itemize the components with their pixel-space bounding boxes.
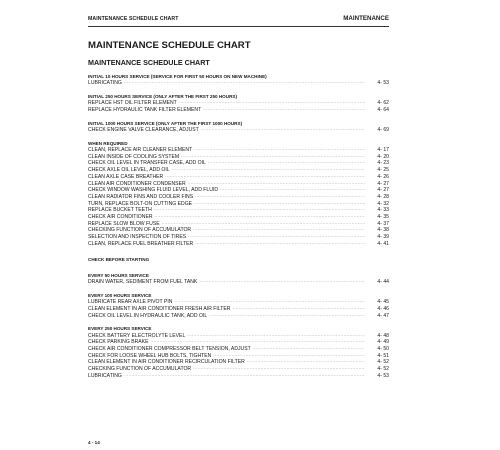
item-page-ref: 4- 20 [377, 153, 389, 160]
schedule-item [88, 160, 389, 167]
item-label: CHECK OIL LEVEL IN TRANSFER CASE, ADD OIL [88, 160, 206, 167]
item-label: LUBRICATE REAR AXLE PIVOT PIN [88, 299, 173, 306]
schedule-item [88, 147, 389, 154]
item-label: CHECK OIL LEVEL IN HYDRAULIC TANK, ADD OIL [88, 312, 208, 319]
item-label: LUBRICATING [88, 80, 122, 87]
item-label: CHECK ENGINE VALVE CLEARANCE, ADJUST [88, 127, 199, 133]
dot-leader [188, 181, 365, 188]
item-page-ref: 4- 50 [377, 345, 389, 352]
schedule-item [88, 279, 389, 286]
schedule-item [88, 107, 389, 114]
item-page-ref: 4- 37 [377, 220, 389, 227]
dot-leader [193, 227, 365, 234]
section-title: EVERY 250 HOURS SERVICE [88, 326, 152, 332]
dot-leader [188, 234, 365, 241]
section-title: WHEN REQUIRED [88, 140, 128, 146]
section-title: INITIAL 1000 HOURS SERVICE (ONLY AFTER THE FIRST 1000 HOURS) [88, 120, 243, 126]
schedule-item [88, 201, 389, 208]
item-label: CHECKING FUNCTION OF ACCUMULATOR [88, 366, 192, 373]
dot-leader [124, 80, 365, 87]
section-title: INITIAL 10 HOURS SERVICE (SERVICE FOR FIRST 50 HOURS ON NEW MACHINE) [88, 74, 267, 79]
item-page-ref: 4- 62 [377, 100, 389, 107]
dot-leader [124, 373, 365, 380]
schedule-item [88, 194, 389, 201]
dot-leader [165, 174, 365, 181]
schedule-section [88, 74, 389, 87]
schedule-item [88, 227, 389, 234]
item-page-ref: 4- 32 [377, 200, 389, 207]
item-page-ref: 4- 52 [377, 366, 389, 373]
item-page-ref: 4- 33 [377, 207, 389, 214]
item-label: SELECTION AND INSPECTION OF TIRES [88, 234, 187, 241]
item-label: CHECK AIR CONDITIONER COMPRESSOR BELT TENSION, ADJUST [88, 345, 251, 352]
schedule-item [88, 181, 389, 188]
dot-leader [172, 167, 365, 174]
dot-leader [232, 306, 365, 313]
item-page-ref: 4- 46 [377, 305, 389, 312]
item-label: CHECK PARKING BRAKE [88, 339, 149, 346]
item-label: CHECK FOR LOOSE WHEEL HUB BOLTS, TIGHTEN [88, 352, 212, 359]
schedule-item [88, 313, 389, 320]
item-label: REPLACE BUCKET TEETH [88, 207, 152, 214]
item-label: LUBRICATING [88, 372, 122, 379]
item-page-ref: 4- 53 [377, 372, 389, 379]
item-label: CLEAN ELEMENT IN AIR CONDITIONER RECIRCULATION FILTER [88, 359, 245, 366]
item-page-ref: 4- 52 [377, 359, 389, 366]
item-label: CLEAN, REPLACE AIR CLEANER ELEMENT [88, 147, 193, 153]
dot-leader [201, 127, 365, 134]
dot-leader [155, 214, 365, 221]
item-page-ref: 4- 48 [377, 332, 389, 339]
item-page-ref: 4- 41 [377, 240, 389, 247]
item-page-ref: 4- 23 [377, 160, 389, 167]
dot-leader [193, 366, 365, 373]
section-title: EVERY 50 HOURS SERVICE [88, 272, 149, 278]
item-page-ref: 4- 28 [377, 193, 389, 200]
item-label: CLEAN INSIDE OF COOLING SYSTEM [88, 153, 180, 160]
schedule-item [88, 221, 389, 228]
item-label: CLEAN AXLE CASE BREATHER [88, 173, 164, 180]
schedule-item [88, 373, 389, 380]
dot-leader [174, 299, 365, 306]
item-page-ref: 4- 44 [377, 279, 389, 286]
item-page-ref: 4- 27 [377, 180, 389, 187]
schedule-section [88, 273, 389, 286]
item-page-ref: 4- 35 [377, 214, 389, 221]
schedule-item [88, 346, 389, 353]
dot-leader [194, 201, 365, 208]
dot-leader [179, 100, 365, 107]
schedule-item [88, 241, 389, 248]
schedule-section [88, 326, 389, 379]
item-label: CLEAN AIR CONDITIONER CONDENSER [88, 180, 186, 187]
item-label: REPLACE HYDRAULIC TANK FILTER ELEMENT [88, 107, 202, 113]
schedule-item [88, 234, 389, 241]
dot-leader [213, 353, 365, 360]
schedule-section [88, 257, 389, 263]
item-page-ref: 4- 47 [377, 312, 389, 319]
item-page-ref: 4- 27 [377, 187, 389, 194]
item-page-ref: 4- 51 [377, 352, 389, 359]
dot-leader [162, 221, 365, 228]
item-page-ref: 4- 17 [377, 147, 389, 153]
schedule-list [88, 70, 389, 379]
item-label: CHECKING FUNCTION OF ACCUMULATOR [88, 227, 192, 234]
schedule-item [88, 154, 389, 161]
schedule-item [88, 306, 389, 313]
dot-leader [181, 154, 365, 161]
schedule-item [88, 366, 389, 373]
item-label: CLEAN, REPLACE FUEL BREATHER FILTER [88, 240, 194, 247]
dot-leader [150, 339, 365, 346]
schedule-item [88, 167, 389, 174]
schedule-item [88, 214, 389, 221]
dot-leader [195, 194, 365, 201]
item-page-ref: 4- 45 [377, 299, 389, 306]
dot-leader [209, 313, 365, 320]
dot-leader [187, 333, 365, 340]
schedule-item [88, 353, 389, 360]
schedule-item [88, 207, 389, 214]
item-page-ref: 4- 64 [377, 107, 389, 113]
section-title: CHECK BEFORE STARTING [88, 256, 150, 262]
item-label: CLEAN RADIATOR FINS AND COOLER FINS [88, 193, 194, 200]
schedule-section [88, 141, 389, 248]
item-page-ref: 4- 25 [377, 167, 389, 174]
item-label: REPLACE HST OIL FILTER ELEMENT [88, 100, 177, 107]
header-chapter-title: MAINTENANCE SCHEDULE CHART [88, 16, 179, 22]
running-header [88, 16, 389, 27]
schedule-item [88, 174, 389, 181]
dot-leader [203, 107, 365, 114]
item-label: CHECK WINDOW WASHING FLUID LEVEL, ADD FLUID [88, 187, 218, 194]
section-title: EVERY 100 HOURS SERVICE [88, 292, 152, 298]
dot-leader [247, 359, 365, 366]
item-label: TURN, REPLACE BOLT-ON CUTTING EDGE [88, 200, 193, 207]
item-label: CHECK AIR CONDITIONER [88, 214, 153, 221]
section-title: INITIAL 250 HOURS SERVICE (ONLY AFTER THE FIRST 250 HOURS) [88, 94, 237, 99]
item-label: CHECK AXLE OIL LEVEL, ADD OIL [88, 167, 170, 174]
item-page-ref: 4- 49 [377, 339, 389, 346]
item-label: DRAIN WATER, SEDIMENT FROM FUEL TANK [88, 279, 198, 286]
schedule-item [88, 359, 389, 366]
schedule-section [88, 293, 389, 319]
page-subtitle: MAINTENANCE SCHEDULE CHART [88, 58, 210, 67]
dot-leader [253, 346, 365, 353]
schedule-item [88, 333, 389, 340]
dot-leader [220, 187, 365, 194]
schedule-item [88, 100, 389, 107]
schedule-section [88, 94, 389, 114]
schedule-item [88, 339, 389, 346]
page-number: 4 - 14 [88, 440, 100, 445]
header-section-title: MAINTENANCE [343, 15, 389, 22]
schedule-item [88, 187, 389, 194]
schedule-item [88, 80, 389, 87]
schedule-item [88, 299, 389, 306]
schedule-section [88, 121, 389, 134]
item-page-ref: 4- 39 [377, 234, 389, 241]
schedule-item [88, 127, 389, 134]
page-title: MAINTENANCE SCHEDULE CHART [88, 40, 251, 51]
dot-leader [154, 207, 365, 214]
item-label: REPLACE SLOW BLOW FUSE [88, 220, 160, 227]
item-page-ref: 4- 26 [377, 173, 389, 180]
dot-leader [208, 160, 365, 167]
dot-leader [195, 241, 365, 248]
dot-leader [199, 279, 365, 286]
item-page-ref: 4- 53 [377, 80, 389, 87]
item-page-ref: 4- 38 [377, 227, 389, 234]
item-label: CHECK BATTERY ELECTROLYTE LEVEL [88, 332, 186, 339]
item-page-ref: 4- 69 [377, 127, 389, 133]
item-label: CLEAN ELEMENT IN AIR CONDITIONER FRESH AIR FILTER [88, 305, 231, 312]
dot-leader [194, 147, 365, 154]
